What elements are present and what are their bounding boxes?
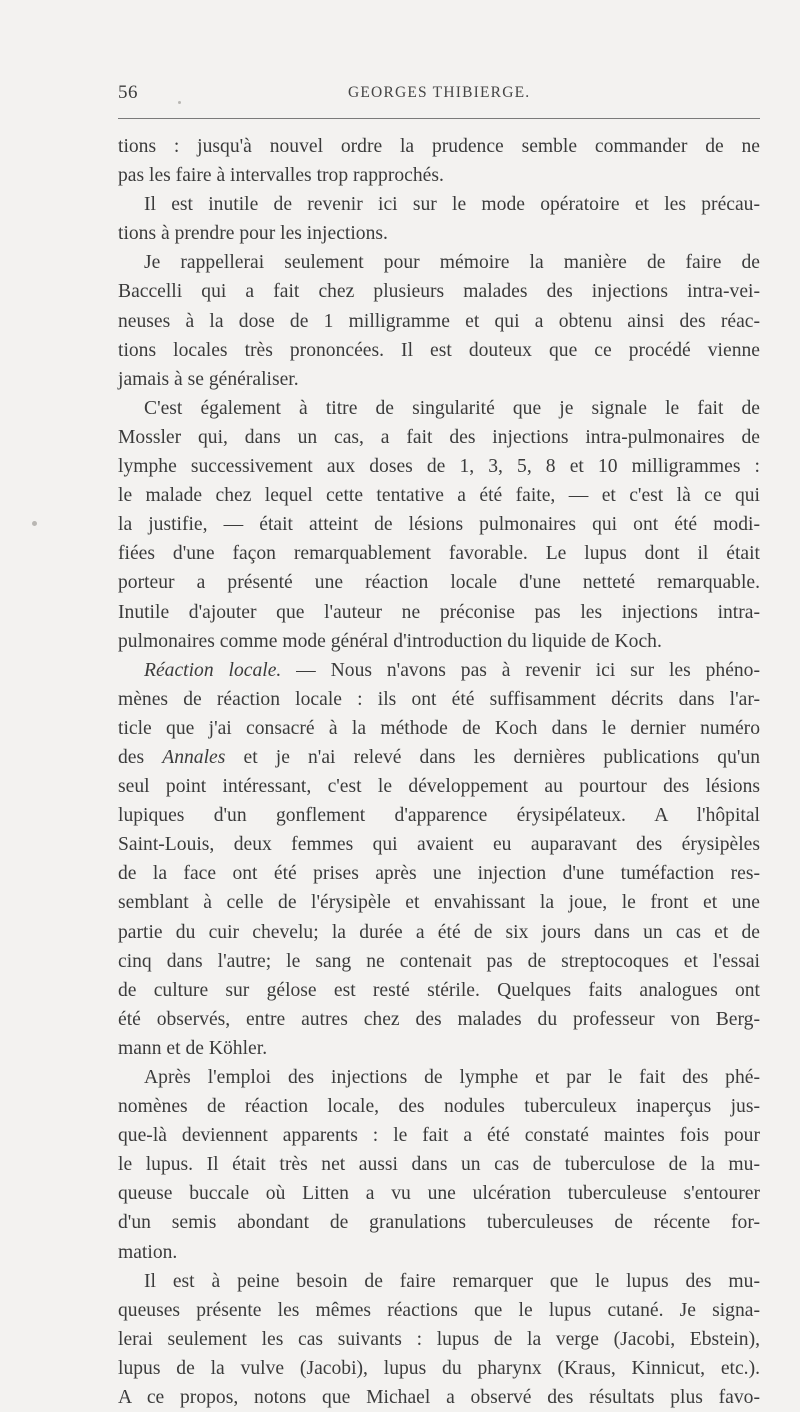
- text-line: tions : jusqu'à nouvel ordre la prudence semble commander de ne: [118, 136, 760, 157]
- text-line: Baccelli qui a fait chez plusieurs malades des injections intra-vei-: [118, 281, 760, 303]
- text-line: le lupus. Il était très net aussi dans un cas de tuberculose de la mu-: [118, 1154, 760, 1176]
- paper-speck: [32, 521, 37, 526]
- text-line: pulmonaires comme mode général d'introduction du liquide de Koch.: [118, 630, 662, 652]
- text-run: des: [118, 746, 145, 768]
- paper-speck: [178, 101, 181, 104]
- text-line: cinq dans l'autre; le sang ne contenait pas de streptocoques et l'essai: [118, 950, 760, 972]
- text-line: Après l'emploi des injections de lymphe et par le fait des phé-: [144, 1067, 760, 1088]
- text-line: semblant à celle de l'érysipèle et envahissant la joue, le front et une: [118, 892, 760, 914]
- text-line: la justifie, — était atteint de lésions pulmonaires qui ont été modi-: [118, 514, 760, 536]
- header-rule: [118, 118, 760, 119]
- text-line: été observés, entre autres chez des malades du professeur von Berg-: [118, 1008, 760, 1030]
- text-line: C'est également à titre de singularité que je signale le fait de: [144, 397, 760, 419]
- text-line: tions locales très prononcées. Il est douteux que ce procédé vienne: [118, 339, 760, 361]
- text-line: que-là deviennent apparents : le fait a été constaté maintes fois pour: [118, 1125, 760, 1147]
- text-line: queuse buccale où Litten a vu une ulcération tuberculeuse s'entourer: [118, 1183, 760, 1205]
- page-number: 56: [118, 82, 138, 103]
- text-line: Inutile d'ajouter que l'auteur ne préconise pas les injections intra-: [118, 601, 760, 623]
- text-line-with-heading: [118, 656, 760, 685]
- text-line: Il est inutile de revenir ici sur le mode opératoire et les précau-: [144, 194, 760, 216]
- text-line: A ce propos, notons que Michael a observé des résultats plus favo-: [118, 1387, 760, 1409]
- text-line: porteur a présenté une réaction locale d'une netteté remarquable.: [118, 572, 760, 594]
- text-line: nomènes de réaction locale, des nodules tuberculeux inaperçus jus-: [118, 1096, 760, 1118]
- text-line: de la face ont été prises après une injection d'une tuméfaction res-: [118, 863, 760, 885]
- text-line: Mossler qui, dans un cas, a fait des injections intra-pulmonaires de: [118, 426, 760, 448]
- running-head: [118, 82, 760, 106]
- text-line: lymphe successivement aux doses de 1, 3, 5, 8 et 10 milligrammes :: [118, 456, 760, 478]
- text-run: — Nous n'avons pas à revenir ici sur les phéno-: [296, 659, 761, 681]
- text-line: d'un semis abondant de granulations tuberculeuses de récente for-: [118, 1212, 760, 1234]
- text-line: pas les faire à intervalles trop rapprochés.: [118, 165, 444, 187]
- running-title: GEORGES THIBIERGE.: [348, 84, 531, 101]
- text-run: et je n'ai relevé dans les dernières publications qu'un: [243, 746, 760, 768]
- text-line: queuses présente les mêmes réactions que le lupus cutané. Je signa-: [118, 1299, 760, 1321]
- section-heading: Réaction locale.: [144, 659, 282, 681]
- text-line: le malade chez lequel cette tentative a été faite, — et c'est là ce qui: [118, 485, 760, 507]
- text-line: mation.: [118, 1241, 178, 1263]
- body-text: [118, 132, 760, 1412]
- text-line-with-italic: [118, 743, 760, 772]
- text-line: ticle que j'ai consacré à la méthode de Koch dans le dernier numéro: [118, 717, 760, 739]
- text-line: Il est à peine besoin de faire remarquer que le lupus des mu-: [144, 1270, 760, 1292]
- text-line: lupus de la vulve (Jacobi), lupus du pharynx (Kraus, Kinnicut, etc.).: [118, 1357, 760, 1379]
- text-line: neuses à la dose de 1 milligramme et qui a obtenu ainsi des réac-: [118, 310, 760, 332]
- text-line: lerai seulement les cas suivants : lupus de la verge (Jacobi, Ebstein),: [118, 1328, 760, 1350]
- text-line: fiées d'une façon remarquablement favorable. Le lupus dont il était: [118, 543, 760, 565]
- text-line: Saint-Louis, deux femmes qui avaient eu auparavant des érysipèles: [118, 834, 760, 856]
- text-line: Je rappellerai seulement pour mémoire la manière de faire de: [144, 252, 760, 274]
- text-line: mènes de réaction locale : ils ont été suffisamment décrits dans l'ar-: [118, 688, 760, 710]
- text-line: de culture sur gélose est resté stérile. Quelques faits analogues ont: [118, 979, 760, 1001]
- text-line: lupiques d'un gonflement d'apparence érysipélateux. A l'hôpital: [118, 805, 760, 827]
- journal-title: Annales: [162, 746, 226, 768]
- text-line: mann et de Köhler.: [118, 1037, 268, 1059]
- text-line: seul point intéressant, c'est le développement au pourtour des lésions: [118, 776, 760, 798]
- text-line: tions à prendre pour les injections.: [118, 223, 388, 245]
- text-line: partie du cuir chevelu; la durée a été de six jours dans un cas et de: [118, 921, 760, 943]
- text-line: jamais à se généraliser.: [118, 368, 299, 390]
